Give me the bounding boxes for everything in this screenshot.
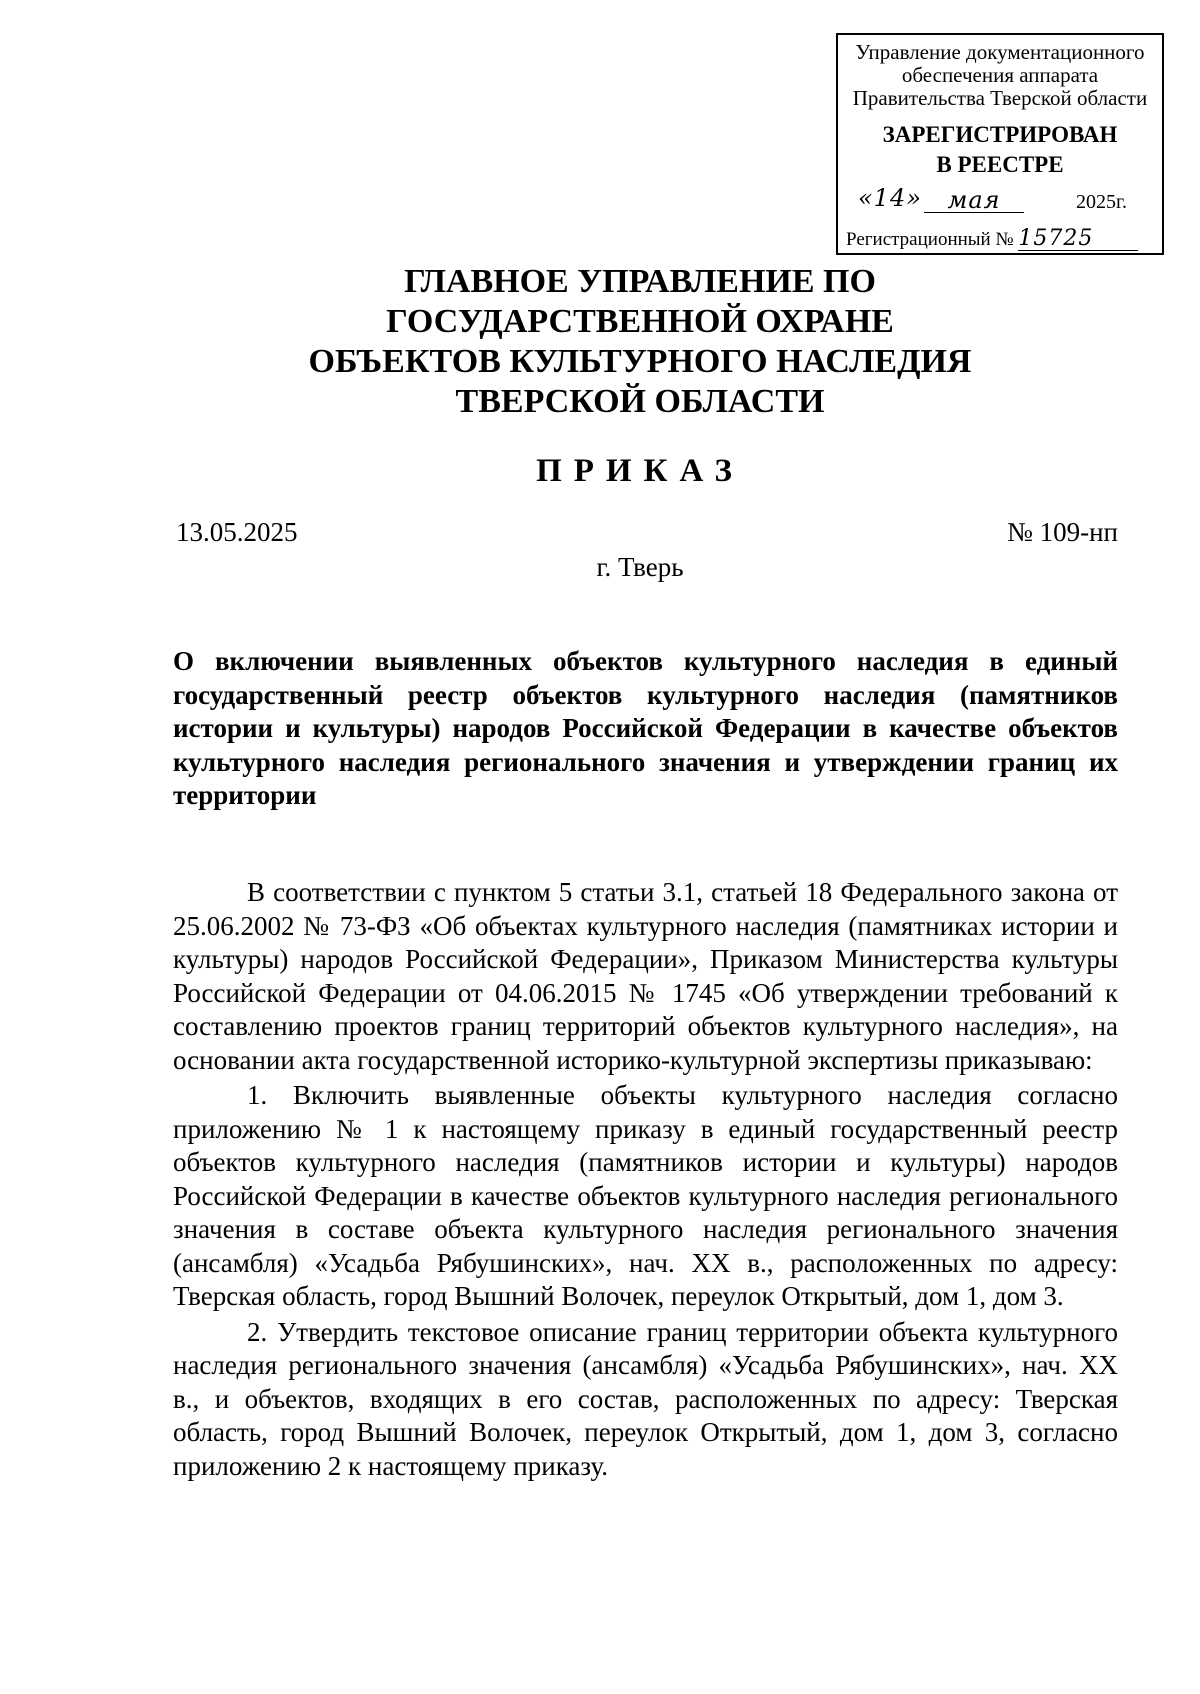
- agency-title-line: ОБЪЕКТОВ КУЛЬТУРНОГО НАСЛЕДИЯ: [308, 343, 972, 380]
- document-body: [173, 876, 1118, 1485]
- stamp-org-line: Правительства Тверской области: [852, 86, 1148, 110]
- stamp-number-value: 15725: [1018, 227, 1138, 251]
- stamp-registered-label: [844, 120, 1156, 180]
- document-city: г. Тверь: [596, 552, 684, 582]
- stamp-registered-line: В РЕЕСТРЕ: [936, 152, 1064, 177]
- stamp-day: «14»: [858, 184, 922, 212]
- registration-stamp: [836, 33, 1164, 255]
- stamp-registration-number: [846, 227, 1158, 251]
- body-item-2: 2. Утвердить текстовое описание границ территории объекта культурного наследия регионального значения (ансамбля) «Усадьба Рябушинских», нач. XX в., и объектов, входящих в его состав, расположенных по адресу: Тверская область, город Вышний Волочек, переулок Открытый, дом 1, дом 3, согласно приложению 2 к настоящему приказу.: [173, 1316, 1118, 1481]
- body-preamble: В соответствии с пунктом 5 статьи 3.1, статьей 18 Федерального закона от 25.06.2002 № 73-ФЗ «Об объектах культурного наследия (памятниках истории и культуры) народов Российской Федерации», Приказом Министерства культуры Российской Федерации от 04.06.2015 № 1745 «Об утверждении требований к составлению проектов границ территорий объектов культурного наследия», на основании акта государственной историко-культурной экспертизы приказываю:: [173, 877, 1118, 1075]
- agency-title: [140, 262, 1140, 422]
- document-date: 13.05.2025: [176, 517, 298, 547]
- document-type: ПРИКАЗ: [536, 453, 744, 489]
- stamp-year: 2025г.: [1076, 191, 1127, 213]
- stamp-org-line: обеспечения аппарата: [901, 63, 1099, 87]
- stamp-date: [846, 184, 1154, 221]
- stamp-registered-line: ЗАРЕГИСТРИРОВАН: [882, 122, 1118, 147]
- agency-title-line: ГЛАВНОЕ УПРАВЛЕНИЕ ПО: [404, 263, 876, 300]
- body-item-1: 1. Включить выявленные объекты культурного наследия согласно приложению № 1 к настоящему приказу в единый государственный реестр объектов культурного наследия (памятников истории и культуры) народов Российской Федерации в качестве объектов культурного наследия регионального значения в составе объекта культурного наследия регионального значения (ансамбля) «Усадьба Рябушинских», нач. XX в., расположенных по адресу: Тверская область, город Вышний Волочек, переулок Открытый, дом 1, дом 3.: [173, 1080, 1118, 1311]
- stamp-org-line: Управление документационного: [855, 40, 1145, 64]
- document-subject: О включении выявленных объектов культурного наследия в единый государственный реестр объектов культурного наследия (памятников истории и культуры) народов Российской Федерации в качестве объектов культурного наследия регионального значения и утверждении границ их территории: [173, 646, 1118, 810]
- agency-title-line: ГОСУДАРСТВЕННОЙ ОХРАНЕ: [386, 303, 894, 340]
- agency-title-line: ТВЕРСКОЙ ОБЛАСТИ: [455, 383, 825, 420]
- stamp-month: мая: [924, 189, 1024, 213]
- stamp-number-label: Регистрационный №: [846, 229, 1014, 250]
- document-number: № 109-нп: [1007, 517, 1118, 547]
